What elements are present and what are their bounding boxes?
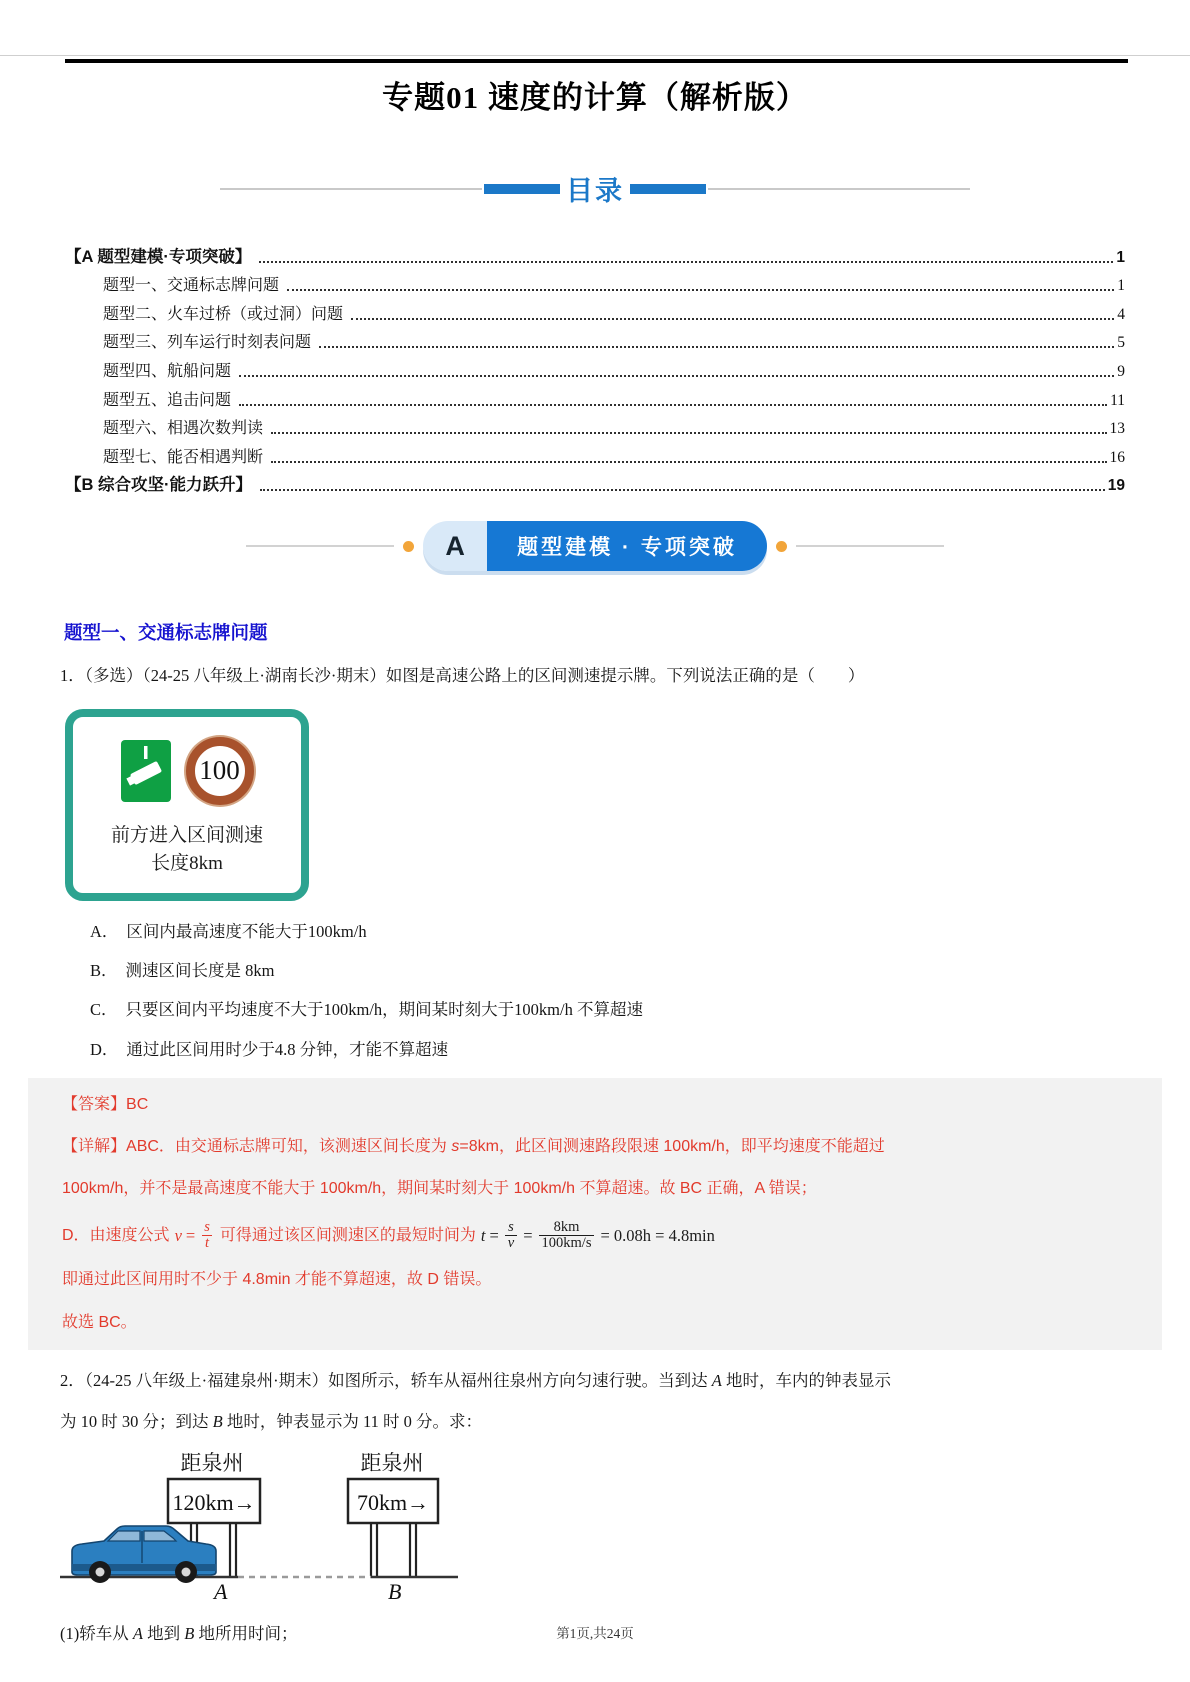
speed-limit-value: 100 xyxy=(199,755,240,786)
toc-entry-label: 【B 综合攻坚·能力跃升】 xyxy=(65,476,252,495)
toc-dot-leader xyxy=(287,289,1114,291)
var-a: A xyxy=(711,1370,722,1390)
toc-entry[interactable] xyxy=(65,467,1125,496)
fraction-8km-over-100km: $\frac{8km}{100km/s}$ xyxy=(539,1220,595,1253)
toc-entry-label: 【A 题型建模·专项突破】 xyxy=(65,247,252,266)
toc-banner xyxy=(0,169,1190,208)
banner-line-right xyxy=(796,545,944,547)
toc-entry-label: 题型五、追击问题 xyxy=(103,391,232,409)
toc-entry-label: 题型一、交通标志牌问题 xyxy=(103,277,280,295)
location-label-a: A xyxy=(214,1578,228,1604)
table-of-contents xyxy=(65,238,1125,495)
section-a-title: 题型建模 · 专项突破 xyxy=(487,521,767,571)
option-b-label: B． xyxy=(90,961,118,981)
toc-entry-label: 题型三、列车运行时刻表问题 xyxy=(103,334,312,352)
toc-title: 目录 xyxy=(566,176,624,206)
option-a xyxy=(90,921,1190,943)
banner-dot-left xyxy=(403,541,414,552)
toc-entry-page: 16 xyxy=(1109,448,1125,466)
toc-entry-label: 题型七、能否相遇判断 xyxy=(103,448,264,466)
analysis-line1-pre: ABC．由交通标志牌可知，该测速区间长度为 xyxy=(126,1138,452,1156)
calculation-result: = 0.08h = 4.8min xyxy=(600,1226,715,1245)
header-divider xyxy=(65,59,1128,63)
toc-entry-page: 13 xyxy=(1109,420,1125,438)
var-a: A xyxy=(132,1623,143,1643)
part1-pre: (1)轿车从 xyxy=(60,1623,133,1643)
header-divider-thin xyxy=(0,55,1190,56)
sign1-caption: 距泉州 xyxy=(180,1450,244,1475)
toc-entry[interactable] xyxy=(65,352,1125,381)
toc-entry[interactable] xyxy=(65,410,1125,439)
page-title: 专题01 速度的计算（解析版） xyxy=(382,80,808,115)
speed-limit-circle xyxy=(186,737,254,805)
sign2-posts xyxy=(371,1523,416,1576)
analysis-formula-line xyxy=(62,1220,1128,1253)
question2-stem2-post: 地时，钟表显示为 11 时 0 分。求： xyxy=(222,1412,482,1432)
toc-entry[interactable] xyxy=(65,295,1125,324)
time-calculation xyxy=(481,1220,715,1253)
fraction-s-over-v: $\frac{s}{v}$ xyxy=(505,1220,517,1253)
option-a-label: A． xyxy=(90,921,119,941)
toc-entry-label: 题型六、相遇次数判读 xyxy=(103,420,264,438)
toc-dot-leader xyxy=(239,404,1107,406)
toc-banner-bar-right xyxy=(630,184,706,194)
sign2-caption: 距泉州 xyxy=(360,1450,424,1475)
section-a-pill xyxy=(423,521,767,571)
speed-formula xyxy=(175,1220,215,1253)
option-b-text: 测速区间长度是 8km xyxy=(125,961,275,981)
car-road-figure xyxy=(58,1445,478,1610)
option-c-label: C． xyxy=(90,1000,118,1020)
toc-banner-line-left xyxy=(220,188,482,190)
var-b: B xyxy=(212,1412,223,1432)
analysis-conclusion: 故选 BC。 xyxy=(62,1313,137,1331)
toc-dot-leader xyxy=(260,489,1105,491)
question1-options xyxy=(90,921,1190,1061)
speed-sign-symbols xyxy=(81,737,293,805)
toc-dot-leader xyxy=(239,375,1114,377)
speed-sign-caption-line2: 长度8km xyxy=(151,853,223,875)
toc-banner-bar-left xyxy=(484,184,560,194)
toc-entry-page: 4 xyxy=(1117,305,1125,323)
analysis-line2: 100km/h，并不是最高速度不能大于 100km/h，期间某时刻大于 100km/h 不算超速。故 BC 正确，A 错误； xyxy=(62,1180,817,1198)
var-v: v xyxy=(174,1226,182,1245)
question2-stem1-post: 地时，车内的钟表显示 xyxy=(721,1370,891,1390)
option-c xyxy=(90,999,1190,1021)
toc-entry-page: 1 xyxy=(1117,277,1125,295)
analysis-line1 xyxy=(62,1135,1128,1158)
part1-mid: 地到 xyxy=(142,1623,185,1643)
var-s: s xyxy=(451,1138,460,1156)
car-illustration xyxy=(72,1526,216,1583)
equals-sign: = xyxy=(523,1226,533,1245)
toc-entry[interactable] xyxy=(65,238,1125,267)
toc-entry[interactable] xyxy=(65,438,1125,467)
option-a-text: 区间内最高速度不能大于100km/h xyxy=(126,921,367,941)
toc-dot-leader xyxy=(271,461,1106,463)
equals-sign: = xyxy=(489,1226,499,1245)
speed-sign-caption xyxy=(81,822,293,879)
toc-entry-label: 题型二、火车过桥（或过洞）问题 xyxy=(103,305,344,323)
banner-dot-right xyxy=(776,541,787,552)
option-d xyxy=(90,1039,1190,1061)
toc-entry-page: 5 xyxy=(1117,334,1125,352)
toc-entry-page: 11 xyxy=(1110,391,1125,409)
option-d-text: 通过此区间用时少于4.8 分钟，才能不算超速 xyxy=(126,1039,449,1059)
answer-line xyxy=(62,1093,1128,1116)
toc-entry[interactable] xyxy=(65,267,1125,296)
toc-entry[interactable] xyxy=(65,381,1125,410)
analysis-line1-post: =8km，此区间测速路段限速 100km/h，即平均速度不能超过 xyxy=(459,1138,885,1156)
part1-post: 地所用时间； xyxy=(194,1623,298,1643)
speed-sign-caption-line1: 前方进入区间测速 xyxy=(110,824,263,846)
answer-analysis-block xyxy=(28,1078,1162,1350)
var-b: B xyxy=(184,1623,195,1643)
analysis-tag: 【详解】 xyxy=(62,1138,127,1156)
question2-stem-line1 xyxy=(60,1368,1132,1394)
sign1-board-text: 120km→ xyxy=(172,1489,256,1515)
toc-dot-leader xyxy=(351,318,1114,320)
question2-stem2-pre: 为 10 时 30 分；到达 xyxy=(60,1412,213,1432)
analysis-line4: 即通过此区间用时不少于 4.8min 才能不算超速，故 D 错误。 xyxy=(62,1271,492,1289)
section-a-banner xyxy=(0,521,1190,571)
var-t: t xyxy=(480,1226,486,1245)
toc-dot-leader xyxy=(271,432,1106,434)
speed-camera-icon xyxy=(121,740,171,802)
sign2-board-text: 70km→ xyxy=(356,1489,430,1515)
question1-stem: 1．（多选）（24-25 八年级上·湖南长沙·期末）如图是高速公路上的区间测速提示牌。下列说法正确的是（ ） xyxy=(60,666,865,686)
toc-entry-page: 9 xyxy=(1117,362,1125,380)
speed-sign-figure xyxy=(65,709,309,901)
formula-prefix: D．由速度公式 xyxy=(62,1227,170,1245)
toc-entry[interactable] xyxy=(65,324,1125,353)
location-label-b: B xyxy=(388,1578,402,1604)
option-c-text: 只要区间内平均速度不大于100km/h，期间某时刻大于100km/h 不算超速 xyxy=(125,1000,643,1020)
option-d-label: D． xyxy=(90,1039,119,1059)
question2-stem-line2 xyxy=(60,1409,1132,1435)
toc-dot-leader xyxy=(259,261,1113,263)
page-number-footer: 第1页,共24页 xyxy=(556,1626,634,1641)
formula-mid-text: 可得通过该区间测速区的最短时间为 xyxy=(219,1227,476,1245)
toc-dot-leader xyxy=(319,346,1114,348)
answer-tag: 【答案】 xyxy=(62,1095,127,1113)
fraction-s-over-t: $\frac{s}{t}$ xyxy=(201,1220,213,1253)
option-b xyxy=(90,960,1190,982)
car-road-svg xyxy=(58,1445,478,1605)
toc-banner-line-right xyxy=(708,188,970,190)
banner-line-left xyxy=(246,545,394,547)
question2-stem1-pre: 2．（24-25 八年级上·福建泉州·期末）如图所示，轿车从福州往泉州方向匀速行驶。当到达 xyxy=(60,1370,712,1390)
toc-entry-label: 题型四、航船问题 xyxy=(103,362,232,380)
topic1-heading: 题型一、交通标志牌问题 xyxy=(64,622,268,644)
toc-entry-page: 1 xyxy=(1116,248,1125,266)
equals-sign: = xyxy=(185,1226,196,1245)
answer-value: BC xyxy=(126,1095,149,1113)
section-a-badge: A xyxy=(423,521,487,571)
toc-entry-page: 19 xyxy=(1107,477,1125,495)
